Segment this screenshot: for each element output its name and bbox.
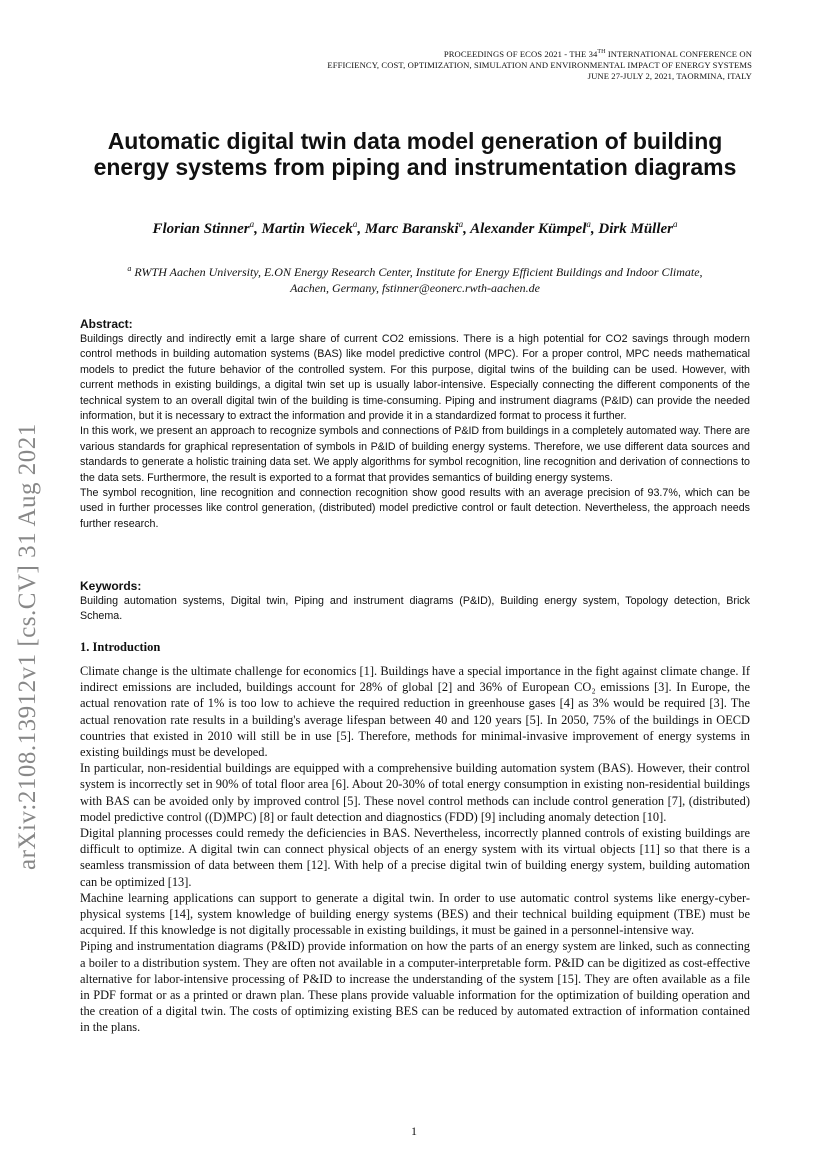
keywords-section [80,578,750,625]
page-number: 1 [411,1124,417,1138]
header-line-3: JUNE 27-JULY 2, 2021, TAORMINA, ITALY [587,70,752,81]
paper-title: Automatic digital twin data model generation of building energy systems from piping and instrumentation diagrams [93,128,737,180]
introduction-body [80,663,750,1036]
body-paragraph: Digital planning processes could remedy the deficiencies in BAS. Nevertheless, incorrectly planned controls of existing buildings are difficult to optimize. A digital twin can connect physical objects of an energy system with its virtual objects [11] so that there is a seamless transmission of data between them [12]. With help of a precise digital twin of building energy system, building automation can be optimized [13]. [80,826,750,889]
body-paragraph: Machine learning applications can support to generate a digital twin. In order to use automatic control systems like energy-cyber-physical systems [14], system knowledge of building energy systems (BES) and their technical building equipment (TBE) must be acquired. If this knowledge is not digitally processable in existing buildings, it must be gained in a personnel-intensive way. [80,890,750,938]
affiliation [80,261,750,296]
body-paragraph: Piping and instrumentation diagrams (P&ID) provide information on how the parts of an energy system are linked, such as connecting a boiler to a distribution system. They are often not available in a computer-interpretable form. P&ID can be digitized as cost-effective alternative for labor-intensive processing of P&ID to increase the understanding of the system [15]. They are often available as a file in PDF format or as a printed or drawn plan. These plans provide valuable information for the optimization of building operation and the creation of a digital twin. The costs of optimizing existing BES can be reduced by automated extraction of information contained in the plans. [80,939,750,1035]
abstract-paragraph: Buildings directly and indirectly emit a large share of current CO2 emissions. There is a high potential for CO2 savings through modern control methods in building automation systems (BAS) like model predictive control (MPC). For a proper control, MPC needs mathematical models to predict the future behavior of the controlled system. For this purpose, digital twins of the building can be used. However, with current methods in existing buildings, a digital twin set up is usually labor-intensive. Especially connecting the different components of the technical system to an overall digital twin of the building is time-consuming. Piping and instrument diagrams (P&ID) can provide the needed information, but it is necessary to extract the information and provide it in a standardized format to process it further. [80,333,750,423]
section-heading-introduction: 1. Introduction [80,640,161,654]
author-list: Florian Stinner$^a$, Martin Wiecek$^a$, Marc Baranski$^a$, Alexander Kümpel$^a$, Dirk Müller$^a$ [152,219,678,237]
body-paragraph: Climate change is the ultimate challenge for economics [1]. Buildings have a special importance in the fight against climate change. If indirect emissions are included, buildings account for 28% of global [2] and 36% of European CO₂ emissions [3]. In Europe, the actual renovation rate of 1% is too low to achieve the required reduction in greenhouse gases [4] as 3% would be required [3]. The actual renovation rate results in a building's average lifespan between 40 and 120 years [5]. In 2050, 75% of the buildings in OECD countries that existed in 2010 will still be in use [5]. Therefore, methods for minimal-invasive improvement of energy systems in existing buildings must be developed. [80,664,750,760]
abstract-heading: Abstract: [80,317,133,331]
header-line-2: EFFICIENCY, COST, OPTIMIZATION, SIMULATION AND ENVIRONMENTAL IMPACT OF ENERGY SYSTEMS [327,59,752,70]
conference-header [192,47,752,82]
abstract-paragraph: In this work, we present an approach to recognize symbols and connections of P&ID from buildings in a completely automated way. There are various standards for graphical representation of symbols in P&ID of building energy systems. Therefore, we use different data sources and standards to generate a holistic training data set. We apply algorithms for symbol recognition, line recognition and derivation of connections to the data sets. Furthermore, the result is exported to a format that provides semantics of building energy systems. [80,425,750,484]
affiliation-line-2: Aachen, Germany, fstinner@eonerc.rwth-aachen.de [290,281,540,295]
abstract-section [80,316,750,532]
author: Dirk Müller$^a$ [598,219,678,237]
keywords-text: Building automation systems, Digital twin, Piping and instrument diagrams (P&ID), Building energy system, Topology detection, Brick Schema. [80,595,750,623]
header-line-1: PROCEEDINGS OF ECOS 2021 - THE 34TH INTERNATIONAL CONFERENCE ON [443,48,752,59]
keywords-heading: Keywords: [80,579,142,593]
body-paragraph: In particular, non-residential buildings are equipped with a comprehensive building automation system (BAS). However, their control system is incorrectly set in 90% of total floor area [6]. About 20-30% of total energy consumption in existing non-residential buildings with BAS can be avoided only by improved control [5]. These novel control methods can include control generation [7], (distributed) model predictive control ((D)MPC) [8] or fault detection and diagnostics (FDD) [9] including anomaly detection [10]. [80,761,750,824]
arxiv-identifier: arXiv:2108.13912v1 [cs.CV] 31 Aug 2021 [14,423,41,870]
author: Marc Baranski$^a$ [364,219,464,237]
affiliation-line-1: $^a$ RWTH Aachen University, E.ON Energy Research Center, Institute for Energy Efficient Buildings and Indoor Climate, [127,264,703,279]
author: Alexander Kümpel$^a$ [470,219,591,237]
author: Florian Stinner$^a$ [152,219,255,237]
abstract-paragraph: The symbol recognition, line recognition and connection recognition show good results with an average precision of 93.7%, which can be used in further processes like control generation, (distributed) model predictive control or fault detection. Nevertheless, the approach needs further research. [80,487,750,530]
author: Martin Wiecek$^a$ [261,219,358,237]
